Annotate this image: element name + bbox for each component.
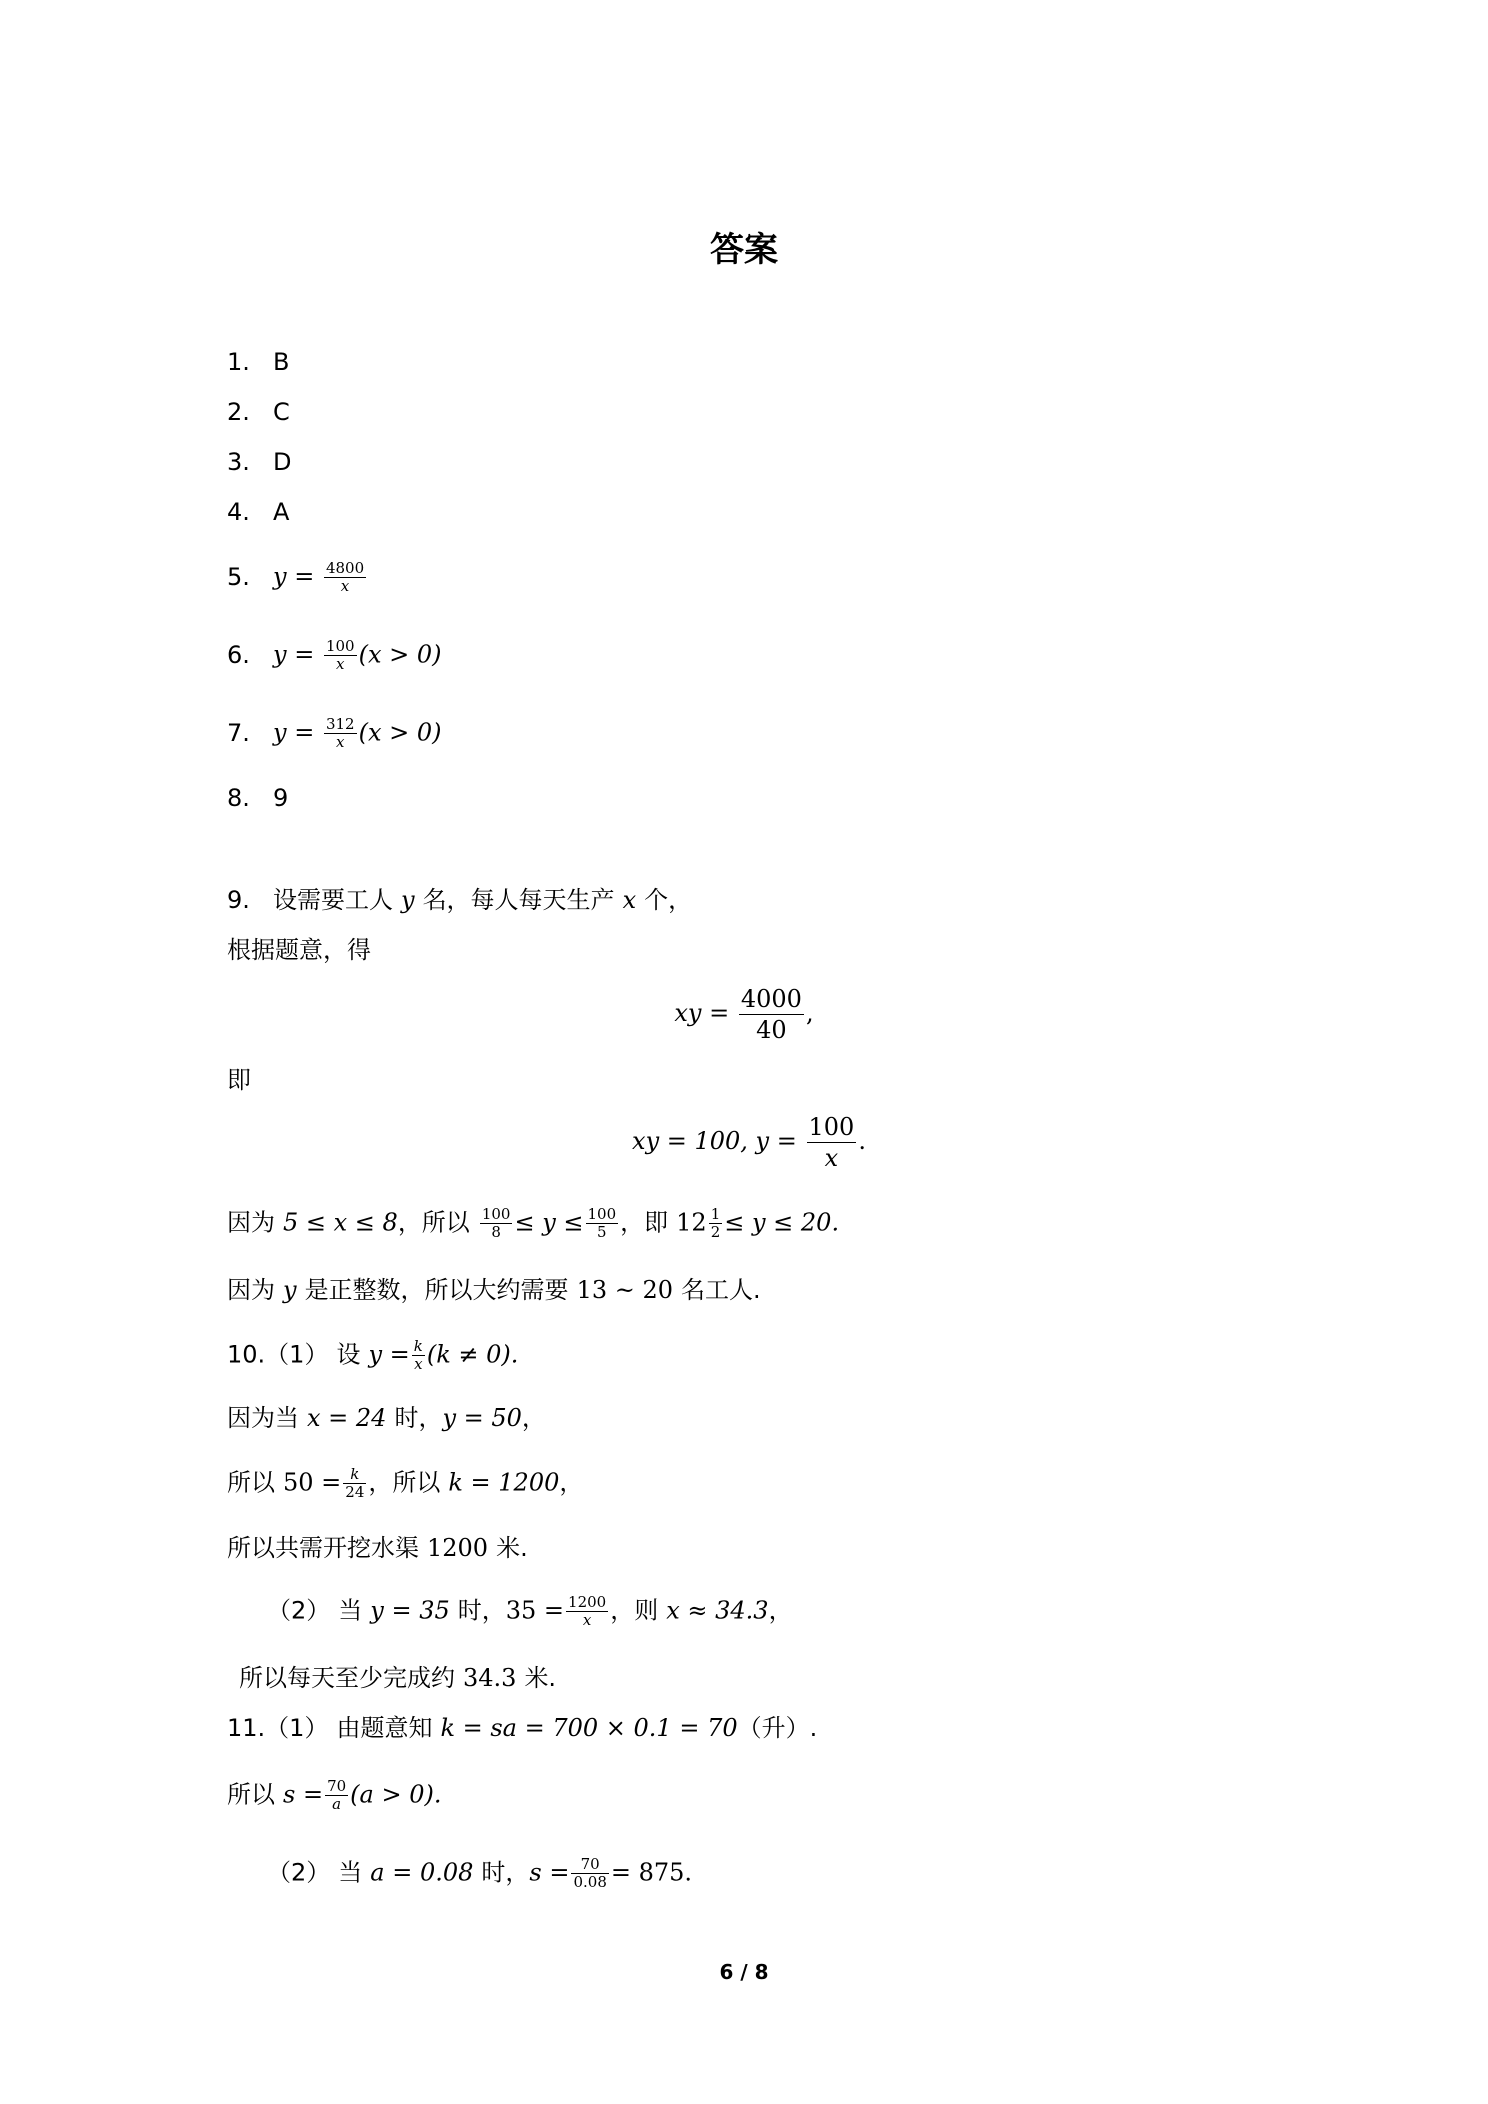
math: k = sa = 700 × 0.1 = 70 [440,1714,738,1742]
q9-equation-2 [0,1112,1488,1173]
var: y [283,1276,297,1304]
denominator: 8 [491,1223,501,1241]
text: 是正整数，所以大约需要 [304,1276,569,1304]
equation-lhs: s = [283,1780,324,1809]
math: y = 35 [370,1596,450,1625]
math: y = 50 [442,1404,522,1432]
numerator: k [343,1466,366,1484]
fraction [739,984,804,1045]
text: 所以每天至少完成约 [239,1664,455,1692]
condition: (x > 0) [358,718,442,747]
denominator: x [340,577,350,595]
answer-text: A [273,498,290,526]
equation-lhs: y = [273,640,315,669]
q10-line-3 [227,1466,583,1501]
punct: , [805,999,814,1027]
text: 所以 [227,1468,275,1497]
q11-part-1 [227,1712,817,1744]
numerator: 1200 [568,1593,607,1611]
text: 由题意知 [336,1714,433,1742]
fraction [343,1466,366,1501]
denominator: a [332,1795,342,1813]
q10-part-1 [227,1338,518,1373]
fraction [586,1206,619,1241]
numerator: 4800 [325,559,365,577]
numerator: 312 [325,715,355,733]
fraction [807,1112,857,1173]
fraction [566,1594,608,1629]
equation-lhs: 50 = [283,1468,342,1497]
math: x ≈ 34.3 [666,1596,769,1625]
numerator: 100 [481,1205,511,1223]
question-number: 9. [227,886,250,914]
numerator: 100 [325,637,355,655]
q10-line-2 [227,1402,546,1434]
text: 名，每人每天生产 [422,886,615,914]
question-number: 3. [227,448,250,476]
numerator: 70 [327,1777,347,1795]
var: y [401,886,415,914]
numerator: 100 [808,1113,855,1141]
q9-line-5 [227,1274,761,1306]
answer-4 [227,496,289,528]
text: 时， [481,1858,530,1887]
page-title: 答案 [710,230,778,270]
text: 当 [338,1858,363,1887]
q9-line-2: 根据题意，得 [227,936,371,964]
text: 时， [394,1404,443,1432]
text: 时， [457,1596,506,1625]
text: ，则 [610,1596,659,1625]
denominator: 5 [597,1223,607,1241]
question-number: 11. [227,1714,266,1742]
text: 所以共需开挖水渠 [227,1534,419,1562]
var: x [622,886,637,914]
fraction [480,1206,513,1241]
equation-lhs: y = [273,562,315,591]
question-number: 7. [227,718,250,747]
answer-7 [227,716,441,751]
q11-line-2 [227,1778,441,1813]
q9-line-1 [227,884,692,916]
text: ，即 [620,1208,669,1237]
page-number: 6 / 8 [719,1960,769,1984]
text: 因为当 [227,1404,299,1432]
fraction [324,638,357,673]
math: k = 1200 [448,1468,560,1497]
answer-text: D [273,448,292,476]
text: 米. [524,1664,557,1692]
math: 34.3 [463,1664,517,1692]
answer-2 [227,396,290,428]
fraction [324,560,366,595]
question-number: 6. [227,640,250,669]
math: 12 [676,1208,707,1237]
text: （升）. [737,1714,818,1742]
text: ， [521,1404,546,1432]
denominator: 2 [710,1223,721,1241]
text: 设 [336,1340,361,1369]
answer-6 [227,638,441,673]
answer-text: C [273,398,290,426]
fraction [325,1778,348,1813]
numerator: 70 [571,1856,608,1874]
answer-8 [227,782,288,814]
answer-3 [227,446,291,478]
text: 米. [496,1534,528,1562]
text: 设需要工人 [273,886,393,914]
math: ≤ y ≤ 20. [724,1208,840,1237]
denominator: x [336,655,345,673]
math: ≤ y ≤ [514,1208,584,1237]
text: 个， [644,886,693,914]
numerator: 1 [710,1205,721,1223]
fraction [571,1856,608,1891]
numerator: 100 [587,1205,617,1223]
text: 因为 [227,1276,275,1304]
question-number: 10. [227,1340,266,1369]
numerator: k [413,1337,423,1355]
question-number: 4. [227,498,250,526]
math: 5 ≤ x ≤ 8 [283,1208,398,1237]
q9-line-4 [227,1206,839,1241]
condition: (k ≠ 0). [426,1340,519,1369]
punct: . [858,1127,866,1155]
equation-lhs: xy = 100, y = [632,1127,797,1155]
fraction [324,716,357,751]
part-label: （2） [267,1596,331,1625]
math: a = 0.08 [370,1858,474,1887]
q9-line-3: 即 [227,1066,251,1094]
math: 13 ~ 20 [576,1276,674,1304]
q10-part-2 [267,1594,793,1629]
part-label: （1） [265,1714,329,1742]
denominator: x [824,1144,839,1172]
text: ，所以 [368,1468,441,1497]
denominator: 40 [756,1016,787,1044]
answer-text: 9 [273,784,289,812]
question-number: 1. [227,348,250,376]
q9-equation-1 [0,984,1488,1045]
question-number: 2. [227,398,250,426]
denominator: x [582,1611,592,1629]
text: ， [768,1596,793,1625]
denominator: 24 [345,1483,365,1501]
math: = 875. [610,1858,693,1887]
q10-line-6 [239,1662,556,1694]
text: 当 [338,1596,363,1625]
denominator: 0.08 [573,1873,607,1891]
part-label: （1） [265,1340,329,1369]
math: x = 24 [307,1404,387,1432]
q11-part-2 [267,1856,692,1891]
equation-lhs: 35 = [505,1596,565,1625]
text: ， [559,1468,584,1497]
question-number: 8. [227,784,250,812]
text: ，所以 [397,1208,470,1237]
text: 所以 [227,1780,275,1809]
question-number: 5. [227,562,250,591]
fraction [709,1206,723,1241]
answer-1 [227,346,289,378]
numerator: 4000 [740,985,802,1013]
denominator: x [414,1355,423,1373]
equation-lhs: y = [273,718,315,747]
condition: (a > 0). [350,1780,442,1809]
math: 1200 [427,1534,489,1562]
fraction [412,1338,425,1373]
equation-lhs: y = [368,1340,410,1369]
text: 因为 [227,1208,275,1237]
equation-lhs: xy = [674,999,730,1027]
answer-5 [227,560,368,595]
text: 名工人. [681,1276,761,1304]
q10-line-4 [227,1532,528,1564]
part-label: （2） [267,1858,331,1887]
equation-lhs: s = [529,1858,570,1887]
answer-text: B [273,348,290,376]
condition: (x > 0) [358,640,442,669]
denominator: x [336,733,345,751]
